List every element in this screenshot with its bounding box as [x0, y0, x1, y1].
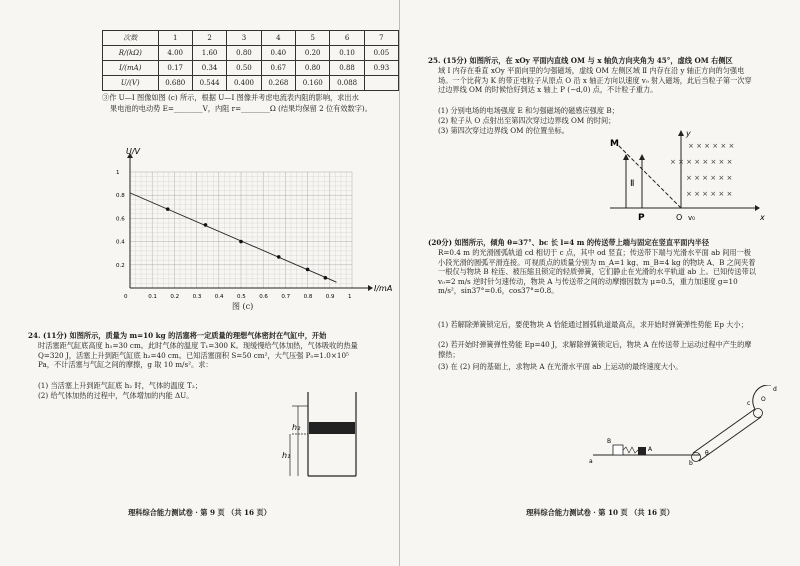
table-cell: 0.160 [296, 76, 330, 91]
table-cell: 0.680 [158, 76, 192, 91]
chart-fit-line [130, 193, 336, 282]
table-cell: 0.67 [261, 61, 295, 76]
pulley-c [754, 409, 763, 418]
magnetic-field-crosses [670, 142, 734, 198]
table-cell: 0.20 [296, 46, 330, 61]
q26-sub3: (3) 在 (2) 问的基础上，求物块 A 在光滑水平面 ab 上运动的最终速度大小。 [438, 362, 683, 371]
data-table [102, 30, 399, 91]
q24-title: 24. (11分) 如图所示，质量为 m=10 kg 的活塞将一定质量的理想气体密封在气缸中，开始 [28, 331, 327, 340]
q25-body: 域 Ⅰ 内存在垂直 xOy 平面向里的匀强磁场，虚线 OM 左侧区域 Ⅱ 内存在沿 y 轴正方向的匀强电场。一个比荷为 K 的带正电粒子从原点 O 沿 x 轴正方向以速度 v₀ 射入磁场，此后当粒子第一次穿过边界线 OM 的时候恰好到达 x 轴上 P (−d,0) 点，不计粒子重力。 [438, 66, 752, 95]
chart-grid [130, 172, 352, 288]
x-arrow-icon [755, 205, 760, 211]
table-cell: 0.80 [296, 61, 330, 76]
q25-title: 25. (15分) 如图所示，在 xOy 平面内直线 OM 与 x 轴负方向夹角为 45°，虚线 OM 右侧区 [428, 56, 733, 65]
chart-axes [127, 153, 373, 291]
table-cell: 0.268 [261, 76, 295, 91]
y-tick-label: 0.6 [116, 216, 125, 223]
table-cell: 7 [364, 31, 398, 46]
conveyor-figure [585, 385, 785, 465]
ui-chart [100, 147, 400, 310]
table-cell: 3 [227, 31, 261, 46]
label-p: P [638, 213, 645, 223]
table-cell: U/(V) [103, 76, 159, 91]
label-a: A [648, 446, 653, 453]
x-tick-label: 0 [124, 294, 128, 300]
table-header-row [103, 31, 399, 46]
page-10 [400, 0, 800, 566]
table-cell: 2 [192, 31, 226, 46]
data-point [277, 255, 281, 259]
x-tick-label: 0.3 [192, 294, 202, 300]
chart-caption: 图 (c) [232, 302, 254, 311]
x-axis-arrow-icon [368, 285, 373, 291]
table-row [103, 76, 399, 91]
q25-sub2: (2) 粒子从 O 点射出至第四次穿过边界线 OM 的时间； [438, 116, 616, 125]
data-point [166, 207, 170, 211]
label-theta: θ [705, 450, 709, 457]
table-cell: R/(kΩ) [103, 46, 159, 61]
page-footer-10: 理科综合能力测试卷 · 第 10 页 （共 16 页） [526, 508, 674, 517]
table-row [103, 46, 399, 61]
table-cell: 0.50 [227, 61, 261, 76]
table-cell: 0.10 [330, 46, 364, 61]
table-cell: 0.544 [192, 76, 226, 91]
table-cell: 0.88 [330, 61, 364, 76]
y-tick-label: 0.4 [116, 239, 125, 246]
data-point [324, 276, 328, 280]
label-x: x [760, 213, 765, 222]
x-tick-label: 0.9 [325, 294, 335, 300]
table-cell: 1.60 [192, 46, 226, 61]
svg-text:× × × × × ×: × × × × × × [686, 174, 733, 182]
q3-line2: 果电池的电动势 E=________V，内阻 r=________Ω (结果均保留 2 位有效数字)。 [110, 104, 372, 113]
label-point-a: a [589, 458, 593, 465]
table-cell: 0.05 [364, 46, 398, 61]
y-tick-label: 0.8 [116, 193, 125, 200]
svg-text:× × × × × × × ×: × × × × × × × × [670, 158, 733, 166]
q25-sub1: (1) 分别电场的电场强度 E 和匀强磁场的磁感应强度 B； [438, 106, 619, 115]
x-tick-label: 0.1 [148, 294, 157, 300]
block-b [613, 445, 623, 455]
chart-ylabel: U/V [126, 147, 141, 156]
x-tick-label: 0.2 [170, 294, 180, 300]
table-cell: 6 [330, 31, 364, 46]
chart-xlabel: I/mA [374, 284, 393, 293]
label-m: M [610, 139, 619, 149]
y-arrow-icon [678, 130, 684, 136]
pulley-b [692, 453, 701, 462]
label-y: y [686, 129, 691, 138]
spring [623, 447, 638, 453]
x-tick-label: 0.8 [303, 294, 313, 300]
table-cell: 1 [158, 31, 192, 46]
field-arrow-icon [639, 154, 645, 160]
label-h2: h₂ [292, 423, 301, 432]
label-h1: h₁ [282, 451, 291, 460]
label-v0: v₀ [688, 214, 695, 222]
table-cell: I/(mA) [103, 61, 159, 76]
label-point-d: d [773, 386, 777, 393]
piston [309, 422, 355, 434]
y-tick-label: 0.2 [116, 262, 125, 269]
x-tick-label: 0.5 [237, 294, 246, 300]
svg-text:× × × × × ×: × × × × × × [686, 190, 733, 198]
data-point [239, 240, 243, 244]
q26-title: (20分) 如图所示，倾角 θ=37°、bc 长 l=4 m 的传送带上端与固定在竖直平面内半径 [428, 238, 710, 247]
field-figure [600, 128, 770, 228]
table-cell: 0.400 [227, 76, 261, 91]
fit-line [130, 193, 336, 282]
table-cell: 4 [261, 31, 295, 46]
label-point-o: O [761, 396, 766, 403]
q3-line1: ③作 U—I 图像如图 (c) 所示，根据 U—I 图像并考虑电流表内阻的影响，求出水 [102, 93, 359, 102]
table-cell: 5 [296, 31, 330, 46]
svg-text:× × × × × ×: × × × × × × [688, 142, 735, 150]
label-region-ii: Ⅱ [630, 179, 635, 189]
table-cell [364, 76, 398, 91]
q24-sub2: (2) 给气体加热的过程中，气体增加的内能 ΔU。 [38, 391, 194, 400]
table-cell: 0.80 [227, 46, 261, 61]
label-b: B [607, 438, 612, 445]
table-row [103, 61, 399, 76]
x-tick-label: 0.7 [281, 294, 291, 300]
chart-ticks [116, 170, 352, 300]
data-point [204, 223, 208, 227]
om-line [618, 145, 681, 208]
table-cell: 次数 [103, 31, 159, 46]
q24-body: 时活塞距气缸底高度 h₁=30 cm。此时气体的温度 T₁=300 K。现缓慢给气体加热，气体吸收的热量 Q=320 J，活塞上升到距气缸底 h₂=40 cm。已知活塞面积 S=50 cm²，大气压强 P₀=1.0×10⁵ Pa，不计活塞与气缸之间的摩擦，g 取 10 m/s²。求： [38, 341, 358, 370]
cylinder-figure [278, 388, 368, 488]
table-cell: 0.17 [158, 61, 192, 76]
data-point [306, 268, 310, 272]
q25-sub3: (3) 第四次穿过边界线 OM 的位置坐标。 [438, 126, 569, 135]
label-point-b: b [689, 460, 693, 465]
q26-sub2: (2) 若开始时弹簧弹性势能 Ep=40 J，求解除弹簧锁定后，物块 A 在传送带上运动过程中产生的摩擦热； [438, 340, 752, 359]
table-cell: 0.93 [364, 61, 398, 76]
y-tick-label: 1 [116, 170, 120, 176]
x-tick-label: 1 [348, 294, 352, 300]
label-point-c: c [747, 400, 751, 407]
q26-body: R=0.4 m 的光滑圆弧轨道 cd 相切于 c 点，其中 od 竖直；传送带下端与光滑水平面 ab 间用一极小段光滑的圆弧平滑连接。可视质点的质量分别为 m_A=1 kg、m_B=4 kg 的物块 A、B 之间夹着一根仅与物块 B 栓连、被压缩且锁定的轻质弹簧，它们静止在光滑的水平轨道 ab 上。已知传送带以 v₀=2 m/s 逆时针匀速传动，物块 A 与传送带之间的动摩擦因数为 μ=0.5，重力加速度 g=10 m/s²，sin37°=0.6，cos37°=0.8。 [438, 248, 756, 296]
q24-sub1: (1) 当活塞上升到距气缸底 h₂ 时，气体的温度 T₂； [38, 381, 202, 390]
table-cell: 0.40 [261, 46, 295, 61]
x-tick-label: 0.6 [259, 294, 268, 300]
block-a [638, 447, 646, 455]
page-footer-9: 理科综合能力测试卷 · 第 9 页 （共 16 页） [128, 508, 271, 517]
table-cell: 0.34 [192, 61, 226, 76]
table-cell: 4.00 [158, 46, 192, 61]
belt-top [693, 409, 755, 453]
table-cell: 0.088 [330, 76, 364, 91]
x-tick-label: 0.4 [214, 294, 224, 300]
label-o: O [676, 213, 683, 222]
q26-sub1: (1) 若解除弹簧锁定后，要使物块 A 恰能通过圆弧轨道最高点，求开始时弹簧弹性势能 Ep 大小； [438, 320, 748, 329]
